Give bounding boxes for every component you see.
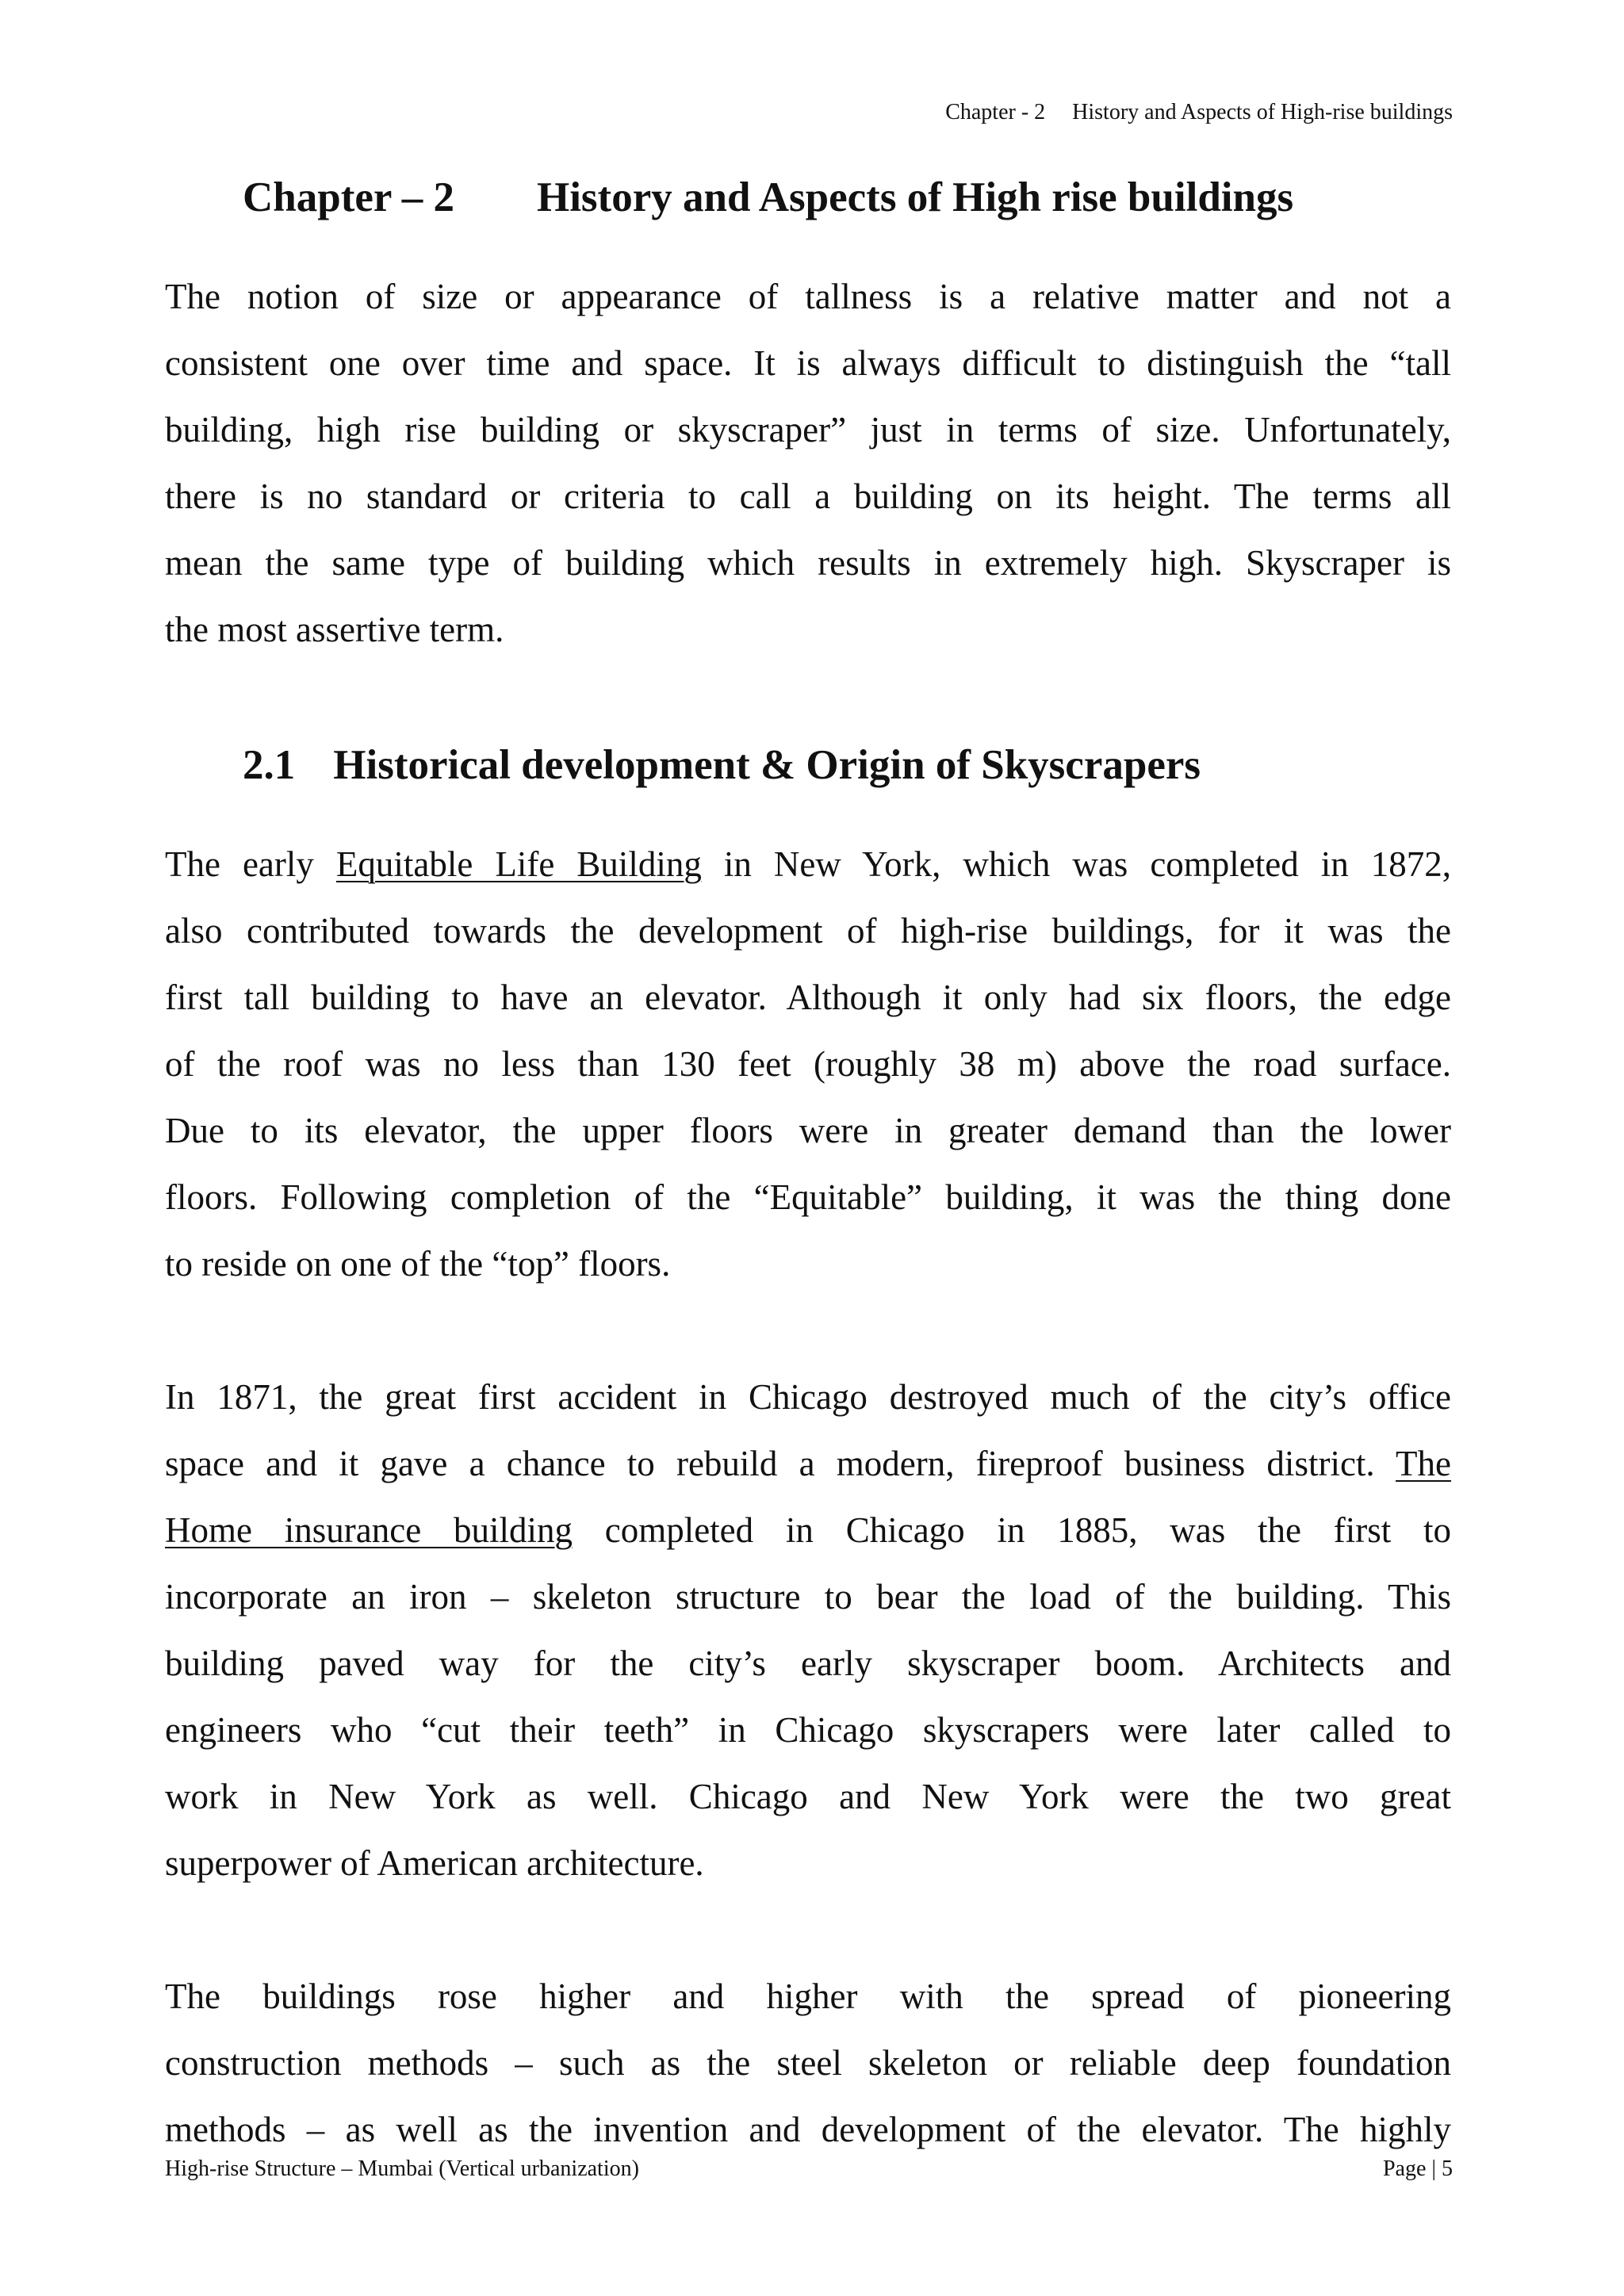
- text-run: The early: [165, 844, 336, 884]
- home-insurance-building-link[interactable]: Home insurance building: [165, 1510, 573, 1550]
- paragraph-line: [165, 1497, 1451, 1563]
- header-chapter-topic: History and Aspects of High-rise buildings: [1072, 100, 1453, 124]
- paragraph-line: methods – as well as the invention and development of the elevator. The highly: [165, 2110, 1451, 2149]
- section-heading: [243, 736, 1201, 794]
- paragraph-line: Due to its elevator, the upper floors were in greater demand than the lower: [165, 1111, 1451, 1150]
- paragraph-line: floors. Following completion of the “Equitable” building, it was the thing done: [165, 1177, 1451, 1217]
- equitable-life-building-link[interactable]: Equitable Life Building: [335, 844, 702, 884]
- paragraph-line: building paved way for the city’s early skyscraper boom. Architects and: [165, 1644, 1451, 1683]
- buildings-paragraph: [165, 1963, 1451, 2163]
- text-run: space and it gave a chance to rebuild a modern, fireproof business district.: [165, 1444, 1396, 1483]
- paragraph-line: The buildings rose higher and higher with the spread of pioneering: [165, 1976, 1451, 2016]
- paragraph-line: also contributed towards the development of high-rise buildings, for it was the: [165, 911, 1451, 951]
- section-title: Historical development & Origin of Skyscrapers: [333, 742, 1201, 788]
- footer-page-number: Page | 5: [1382, 2156, 1453, 2181]
- running-header: [945, 97, 1453, 128]
- paragraph-line: superpower of American architecture.: [165, 1843, 704, 1883]
- paragraph-line: [165, 831, 1451, 897]
- paragraph-line: work in New York as well. Chicago and New York were the two great: [165, 1777, 1451, 1816]
- chapter-number: Chapter – 2: [243, 174, 454, 220]
- text-run: completed in Chicago in 1885, was the first to: [572, 1510, 1451, 1550]
- intro-paragraph: [165, 263, 1451, 663]
- paragraph-line: In 1871, the great first accident in Chicago destroyed much of the city’s office: [165, 1377, 1451, 1417]
- paragraph-line: [165, 1430, 1451, 1497]
- chapter-heading: [243, 168, 1293, 227]
- paragraph-line: to reside on one of the “top” floors.: [165, 1244, 671, 1284]
- paragraph-line: consistent one over time and space. It is always difficult to distinguish the “tall: [165, 343, 1451, 383]
- paragraph-line: there is no standard or criteria to call a building on its height. The terms all: [165, 476, 1451, 516]
- footer-document-title: High-rise Structure – Mumbai (Vertical urbanization): [165, 2156, 639, 2181]
- paragraph-line: construction methods – such as the steel skeleton or reliable deep foundation: [165, 2043, 1451, 2083]
- home-insurance-building-link[interactable]: The: [1396, 1444, 1451, 1483]
- paragraph-line: building, high rise building or skyscraper” just in terms of size. Unfortunately,: [165, 410, 1451, 450]
- paragraph-line: mean the same type of building which results in extremely high. Skyscraper is: [165, 543, 1451, 583]
- header-chapter-ref: Chapter - 2: [945, 100, 1046, 124]
- paragraph-line: first tall building to have an elevator. Although it only had six floors, the edge: [165, 978, 1451, 1017]
- paragraph-line: of the roof was no less than 130 feet (roughly 38 m) above the road surface.: [165, 1044, 1451, 1084]
- paragraph-line: incorporate an iron – skeleton structure to bear the load of the building. This: [165, 1577, 1451, 1617]
- chicago-paragraph: [165, 1364, 1451, 1896]
- paragraph-line: The notion of size or appearance of tallness is a relative matter and not a: [165, 277, 1451, 316]
- text-run: in New York, which was completed in 1872,: [701, 844, 1451, 884]
- chapter-title: History and Aspects of High rise buildings: [536, 174, 1294, 220]
- paragraph-line: the most assertive term.: [165, 610, 504, 649]
- paragraph-line: engineers who “cut their teeth” in Chicago skyscrapers were later called to: [165, 1710, 1451, 1750]
- equitable-paragraph: [165, 831, 1451, 1297]
- section-number: 2.1: [243, 742, 296, 788]
